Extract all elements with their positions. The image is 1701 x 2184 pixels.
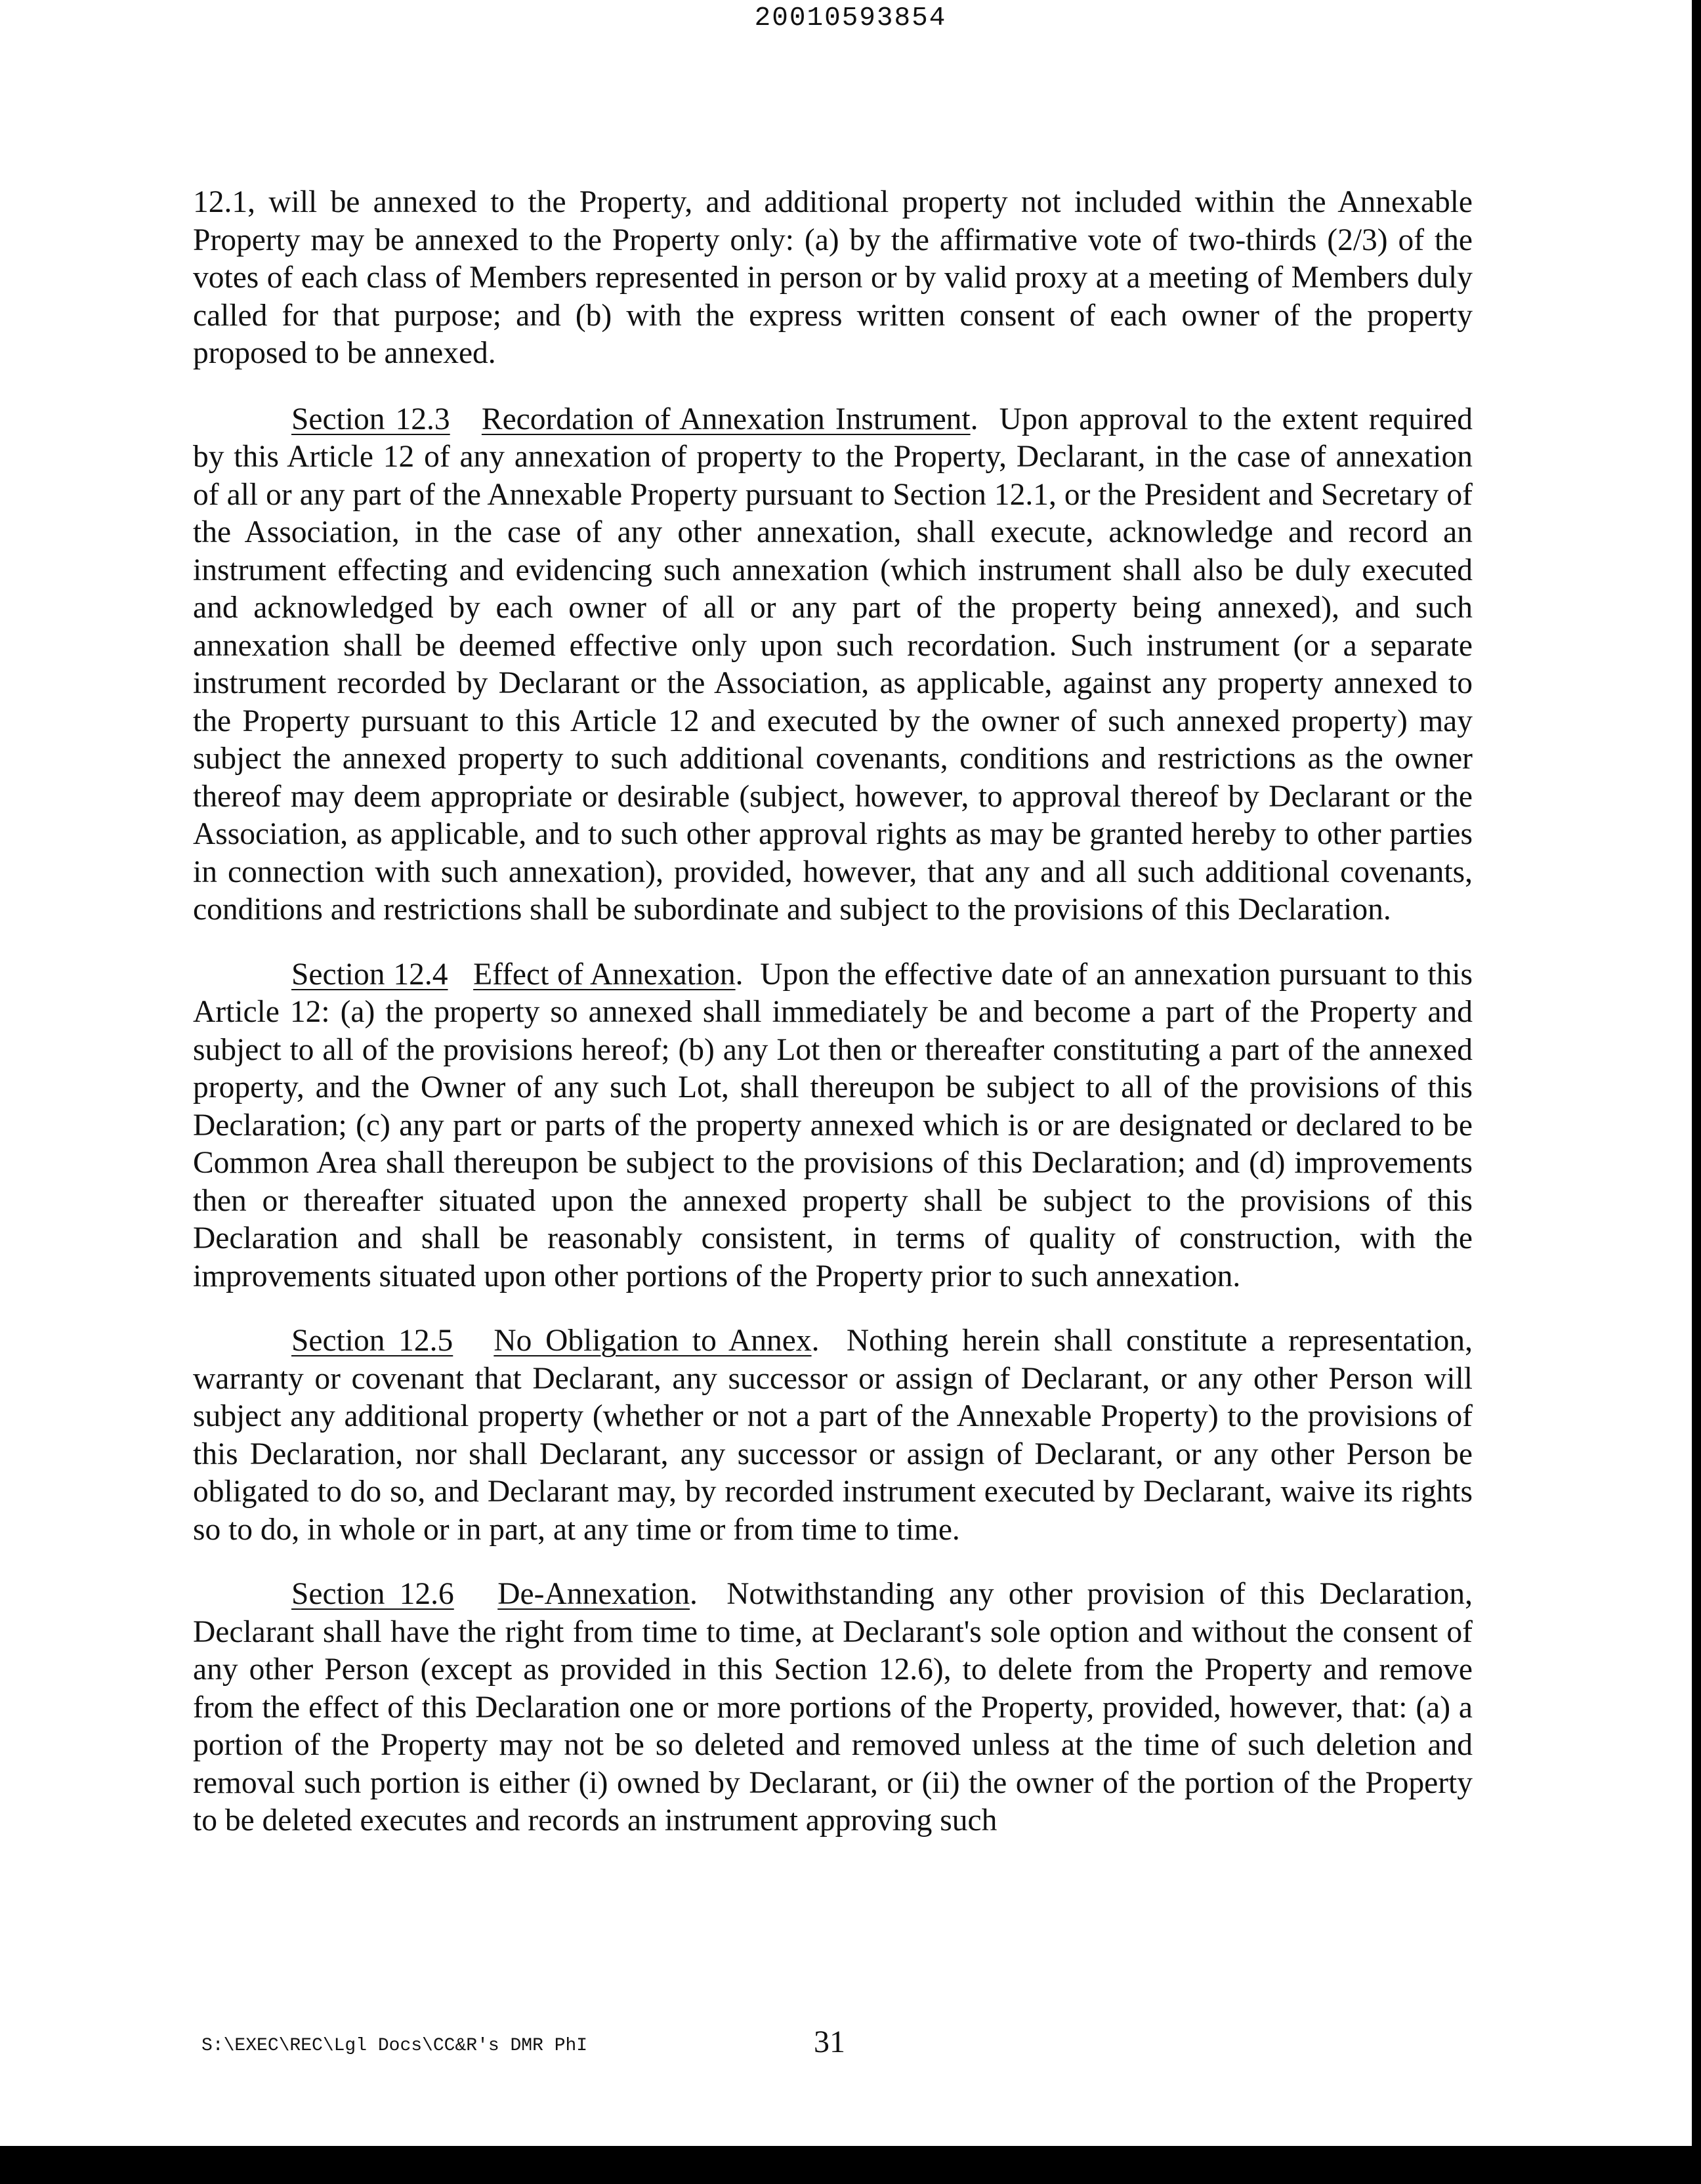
document-body bbox=[193, 184, 1473, 1867]
section-12-4: Section 12.4 Effect of Annexation. Upon the effective date of an annexation pursuant to this Article 12: (a) the property so annexed shall immediately be and become a part of the Property and subject to all of the provisions hereof; (b) any Lot then or thereafter constituting a part of the annexed property, and the Owner of any such Lot, shall thereupon be subject to all of the provisions of this Declaration; (c) any part or parts of the property annexed which is or are designated or declared to be Common Area shall thereupon be subject to the provisions of this Declaration; and (d) improvements then or thereafter situated upon the annexed property shall be subject to the provisions of this Declaration and shall be reasonably consistent, in terms of quality of construction, with the improvements situated upon other portions of the Property prior to such annexation. bbox=[193, 957, 1473, 1293]
footer-file-path: S:\EXEC\REC\Lgl Docs\CC&R's DMR PhI bbox=[201, 2036, 588, 2056]
section-text: Nothing herein shall constitute a representation, warranty or covenant that Declarant, any successor or assign of Declarant, or any other Person will subject any additional property (whether or not a part of the Annexable Property) to the provisions of this Declaration, nor shall Declarant, any successor or assign of Declarant, or any other Person be obligated to do so, and Declarant may, by recorded instrument executed by Declarant, waive its rights so to do, in whole or in part, at any time or from time to time. bbox=[193, 1324, 1473, 1547]
section-12-3: Section 12.3 Recordation of Annexation Instrument. Upon approval to the extent required by this Article 12 of any annexation of property to the Property, Declarant, in the case of annexation of all or any part of the Annexable Property pursuant to Section 12.1, or the President and Secretary of the Association, in the case of any other annexation, shall execute, acknowledge and record an instrument effecting and evidencing such annexation (which instrument shall also be duly executed and acknowledged by each owner of all or any part of the property being annexed), and such annexation shall be deemed effective only upon such recordation. Such instrument (or a separate instrument recorded by Declarant or the Association, as applicable, against any property annexed to the Property pursuant to this Article 12 and executed by the owner of such annexed property) may subject the annexed property to such additional covenants, conditions and restrictions as the owner thereof may deem appropriate or desirable (subject, however, to approval thereof by Declarant or the Association, as applicable, and to such other approval rights as may be granted hereby to other parties in connection with such annexation), provided, however, that any and all such additional covenants, conditions and restrictions shall be subordinate and subject to the provisions of this Declaration. bbox=[193, 402, 1473, 927]
scan-border-right bbox=[1692, 0, 1701, 2184]
section-number: Section 12.3 bbox=[291, 402, 450, 436]
section-number: Section 12.6 bbox=[291, 1577, 454, 1611]
section-text: Upon approval to the extent required by this Article 12 of any annexation of property to the Property, Declarant, in the case of annexation of all or any part of the Annexable Property pursuant to Section 12.1, or the President and Secretary of the Association, in the case of any other annexation, shall execute, acknowledge and record an instrument effecting and evidencing such annexation (which instrument shall also be duly executed and acknowledged by each owner of all or any part of the property being annexed), and such annexation shall be deemed effective only upon such recordation. Such instrument (or a separate instrument recorded by Declarant or the Association, as applicable, against any property annexed to the Property pursuant to this Article 12 and executed by the owner of such annexed property) may subject the annexed property to such additional covenants, conditions and restrictions as the owner thereof may deem appropriate or desirable (subject, however, to approval thereof by Declarant or the Association, as applicable, and to such other approval rights as may be granted hereby to other parties in connection with such annexation), provided, however, that any and all such additional covenants, conditions and restrictions shall be subordinate and subject to the provisions of this Declaration. bbox=[193, 402, 1473, 927]
scan-border-bottom bbox=[0, 2146, 1701, 2184]
page-number: 31 bbox=[814, 2025, 845, 2059]
section-title: Recordation of Annexation Instrument bbox=[481, 402, 971, 436]
section-title: De-Annexation bbox=[497, 1577, 690, 1611]
section-title: Effect of Annexation bbox=[473, 957, 736, 992]
section-text: Notwithstanding any other provision of this Declaration, Declarant shall have the right from time to time, at Declarant's sole option and without the consent of any other Person (except as provided in this Section 12.6), to delete from the Property and remove from the effect of this Declaration one or more portions of the Property, provided, however, that: (a) a portion of the Property may not be so deleted and removed unless at the time of such deletion and removal such portion is either (i) owned by Declarant, or (ii) the owner of the portion of the Property to be deleted executes and records an instrument approving such bbox=[193, 1577, 1473, 1838]
section-text: Upon the effective date of an annexation pursuant to this Article 12: (a) the property so annexed shall immediately be and become a part of the Property and subject to all of the provisions hereof; (b) any Lot then or thereafter constituting a part of the annexed property, and the Owner of any such Lot, shall thereupon be subject to all of the provisions of this Declaration; (c) any part or parts of the property annexed which is or are designated or declared to be Common Area shall thereupon be subject to the provisions of this Declaration; and (d) improvements then or thereafter situated upon the annexed property shall be subject to the provisions of this Declaration and shall be reasonably consistent, in terms of quality of construction, with the improvements situated upon other portions of the Property prior to such annexation. bbox=[193, 957, 1473, 1293]
section-12-5: Section 12.5 No Obligation to Annex. Nothing herein shall constitute a representation, warranty or covenant that Declarant, any successor or assign of Declarant, or any other Person will subject any additional property (whether or not a part of the Annexable Property) to the provisions of this Declaration, nor shall Declarant, any successor or assign of Declarant, or any other Person be obligated to do so, and Declarant may, by recorded instrument executed by Declarant, waive its rights so to do, in whole or in part, at any time or from time to time. bbox=[193, 1324, 1473, 1547]
section-title: No Obligation to Annex bbox=[494, 1324, 812, 1358]
document-number: 20010593854 bbox=[754, 3, 947, 33]
section-number: Section 12.4 bbox=[291, 957, 448, 992]
opening-paragraph: 12.1, will be annexed to the Property, and additional property not included within the Annexable Property may be annexed to the Property only: (a) by the affirmative vote of two-thirds (2/3) of the votes of each class of Members represented in person or by valid proxy at a meeting of Members duly called for that purpose; and (b) with the express written consent of each owner of the property proposed to be annexed. bbox=[193, 185, 1473, 370]
section-number: Section 12.5 bbox=[291, 1324, 453, 1358]
section-12-6: Section 12.6 De-Annexation. Notwithstanding any other provision of this Declaration, Declarant shall have the right from time to time, at Declarant's sole option and without the consent of any other Person (except as provided in this Section 12.6), to delete from the Property and remove from the effect of this Declaration one or more portions of the Property, provided, however, that: (a) a portion of the Property may not be so deleted and removed unless at the time of such deletion and removal such portion is either (i) owned by Declarant, or (ii) the owner of the portion of the Property to be deleted executes and records an instrument approving such bbox=[193, 1577, 1473, 1838]
